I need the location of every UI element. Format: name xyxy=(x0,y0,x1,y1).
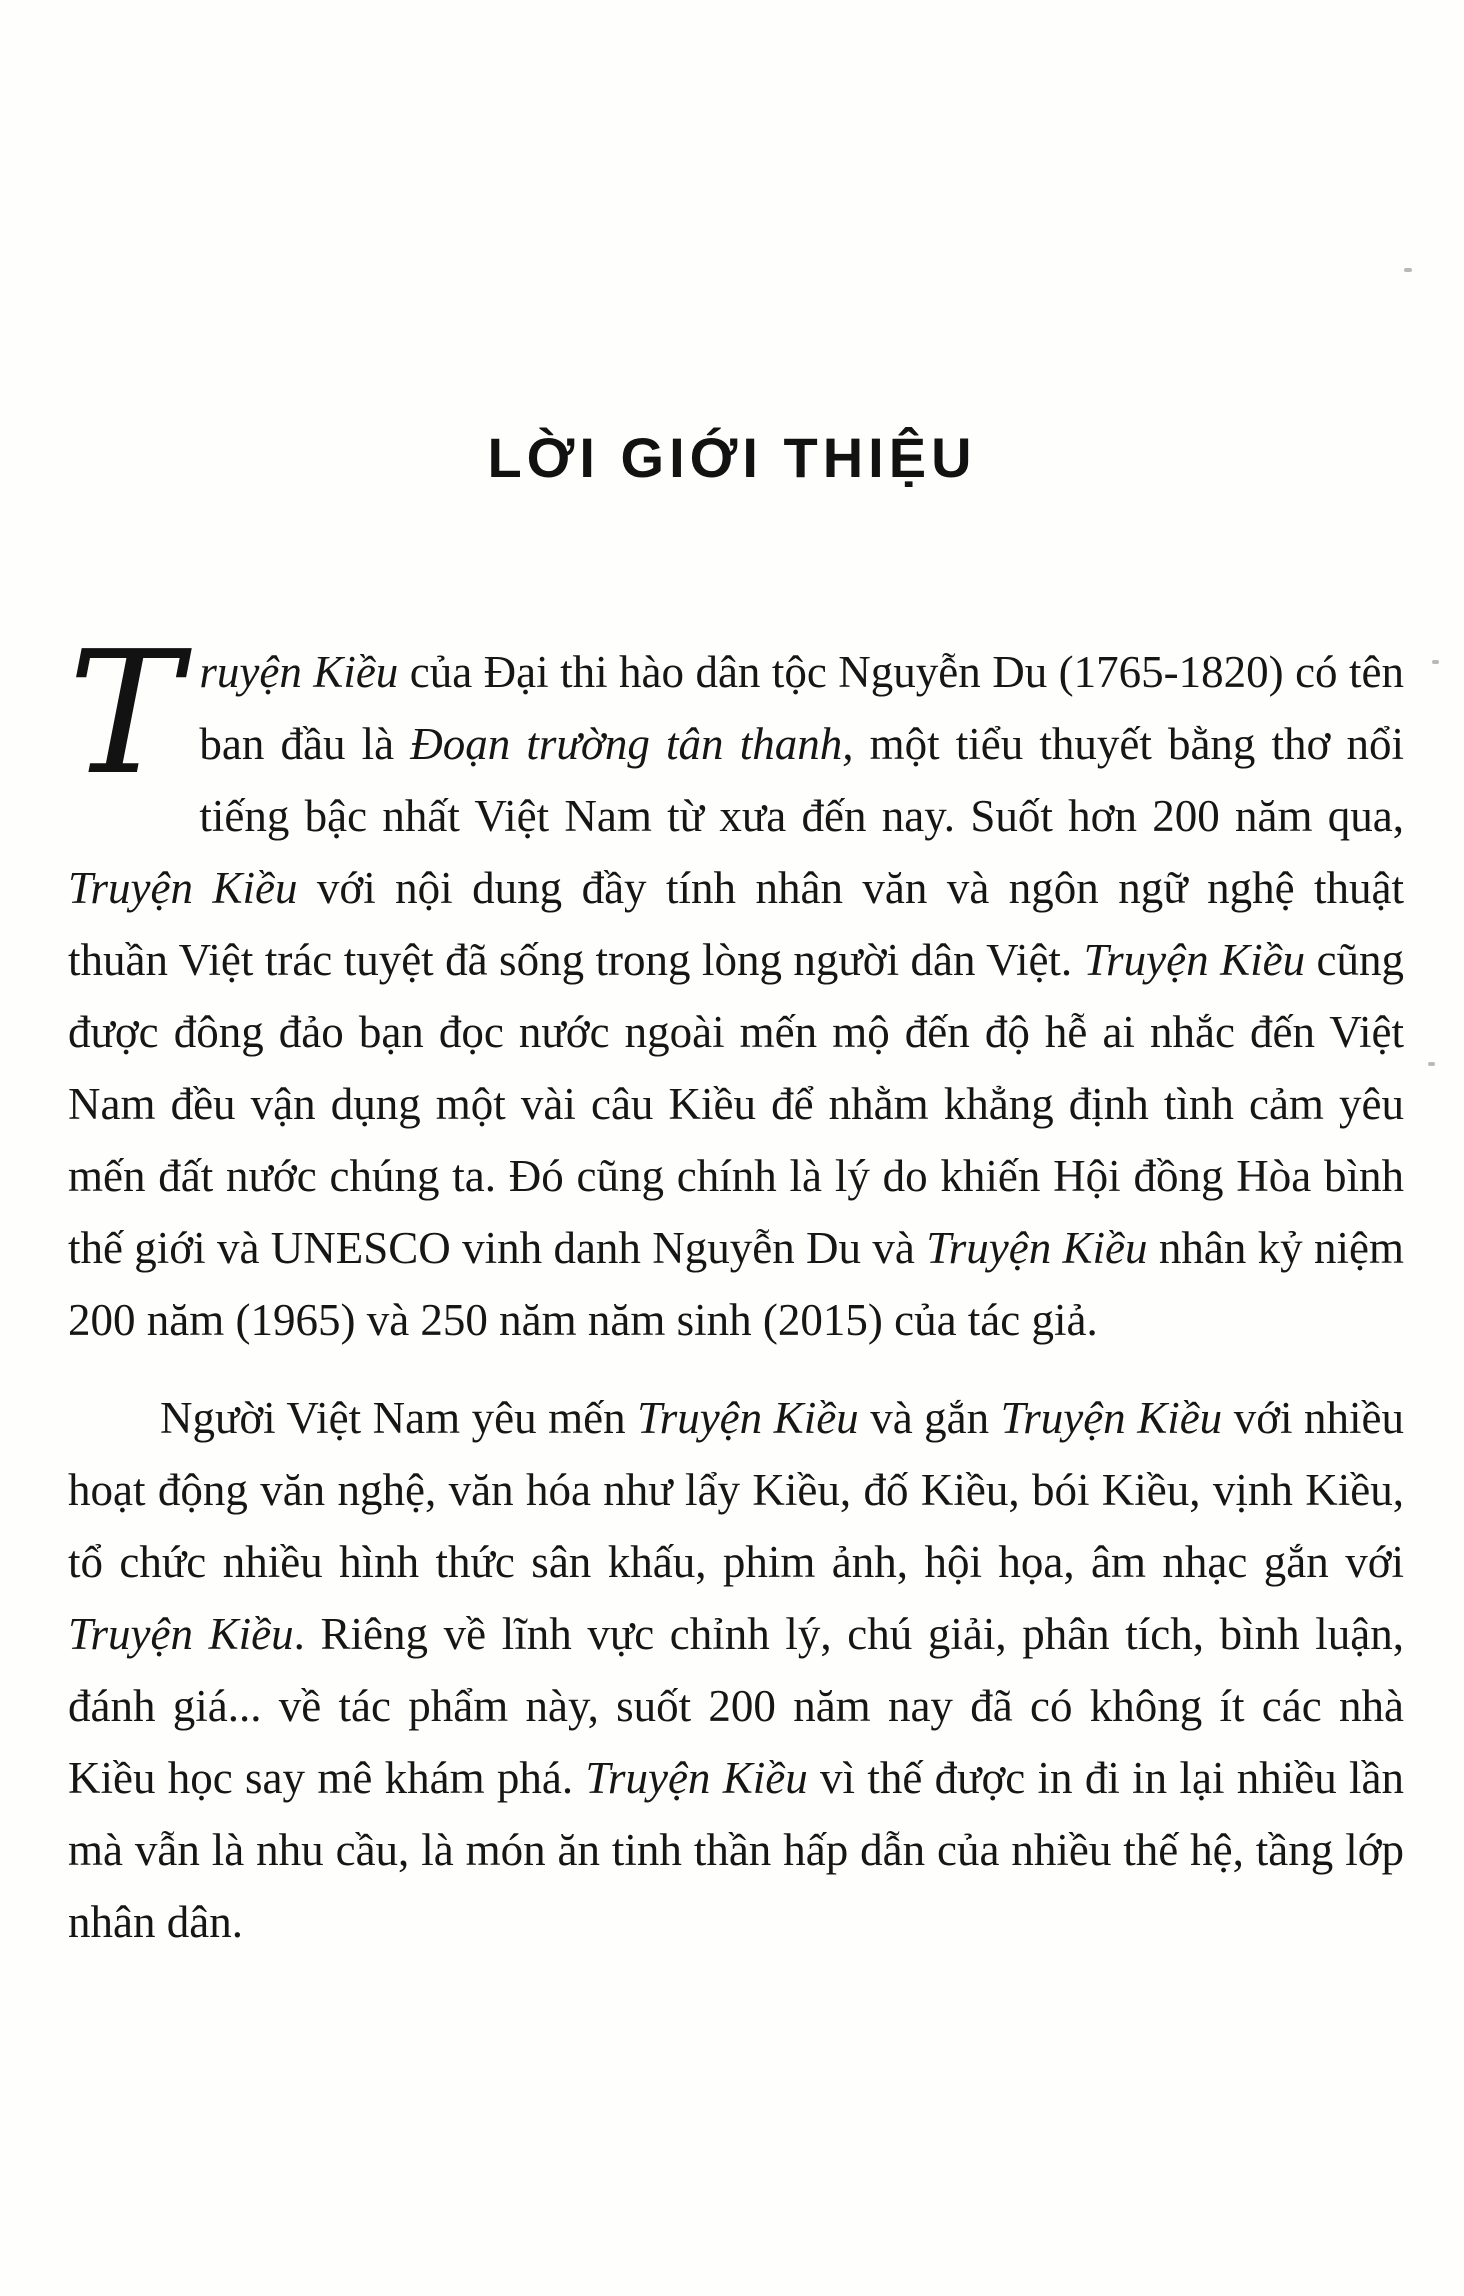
paragraph-1-text: ruyện Kiều của Đại thi hào dân tộc Nguyễn Du (1765-1820) có tên ban đầu là Đoạn trường tân thanh, một tiểu thuyết bằng thơ nổi tiếng bậc nhất Việt Nam từ xưa đến nay. Suốt hơn 200 năm qua, Truyện Kiều với nội dung đầy tính nhân văn và ngôn ngữ nghệ thuật thuần Việt trác tuyệt đã sống trong lòng người dân Việt. Truyện Kiều cũng được đông đảo bạn đọc nước ngoài mến mộ đến độ hễ ai nhắc đến Việt Nam đều vận dụng một vài câu Kiều để nhằm khẳng định tình cảm yêu mến đất nước chúng ta. Đó cũng chính là lý do khiến Hội đồng Hòa bình thế giới và UNESCO vinh danh Nguyễn Du và Truyện Kiều nhân kỷ niệm 200 năm (1965) và 250 năm năm sinh (2015) của tác giả. xyxy=(68,647,1404,1345)
intro-paragraph-2 xyxy=(68,1382,1404,1958)
scan-speck xyxy=(1404,268,1412,272)
page-body xyxy=(68,615,1404,1958)
scan-speck xyxy=(1428,1062,1435,1066)
page-title: LỜI GIỚI THIỆU xyxy=(487,426,977,489)
paragraph-2-text: Người Việt Nam yêu mến Truyện Kiều và gắn Truyện Kiều với nhiều hoạt động văn nghệ, văn hóa như lẩy Kiều, đố Kiều, bói Kiều, vịnh Kiều, tổ chức nhiều hình thức sân khấu, phim ảnh, hội họa, âm nhạc gắn với Truyện Kiều. Riêng về lĩnh vực chỉnh lý, chú giải, phân tích, bình luận, đánh giá... về tác phẩm này, suốt 200 năm nay đã có không ít các nhà Kiều học say mê khám phá. Truyện Kiều vì thế được in đi in lại nhiều lần mà vẫn là nhu cầu, là món ăn tinh thần hấp dẫn của nhiều thế hệ, tầng lớp nhân dân. xyxy=(68,1393,1404,1947)
drop-cap-letter: T xyxy=(68,615,182,813)
scan-speck xyxy=(1432,660,1439,664)
intro-paragraph-1 xyxy=(68,615,1404,1356)
